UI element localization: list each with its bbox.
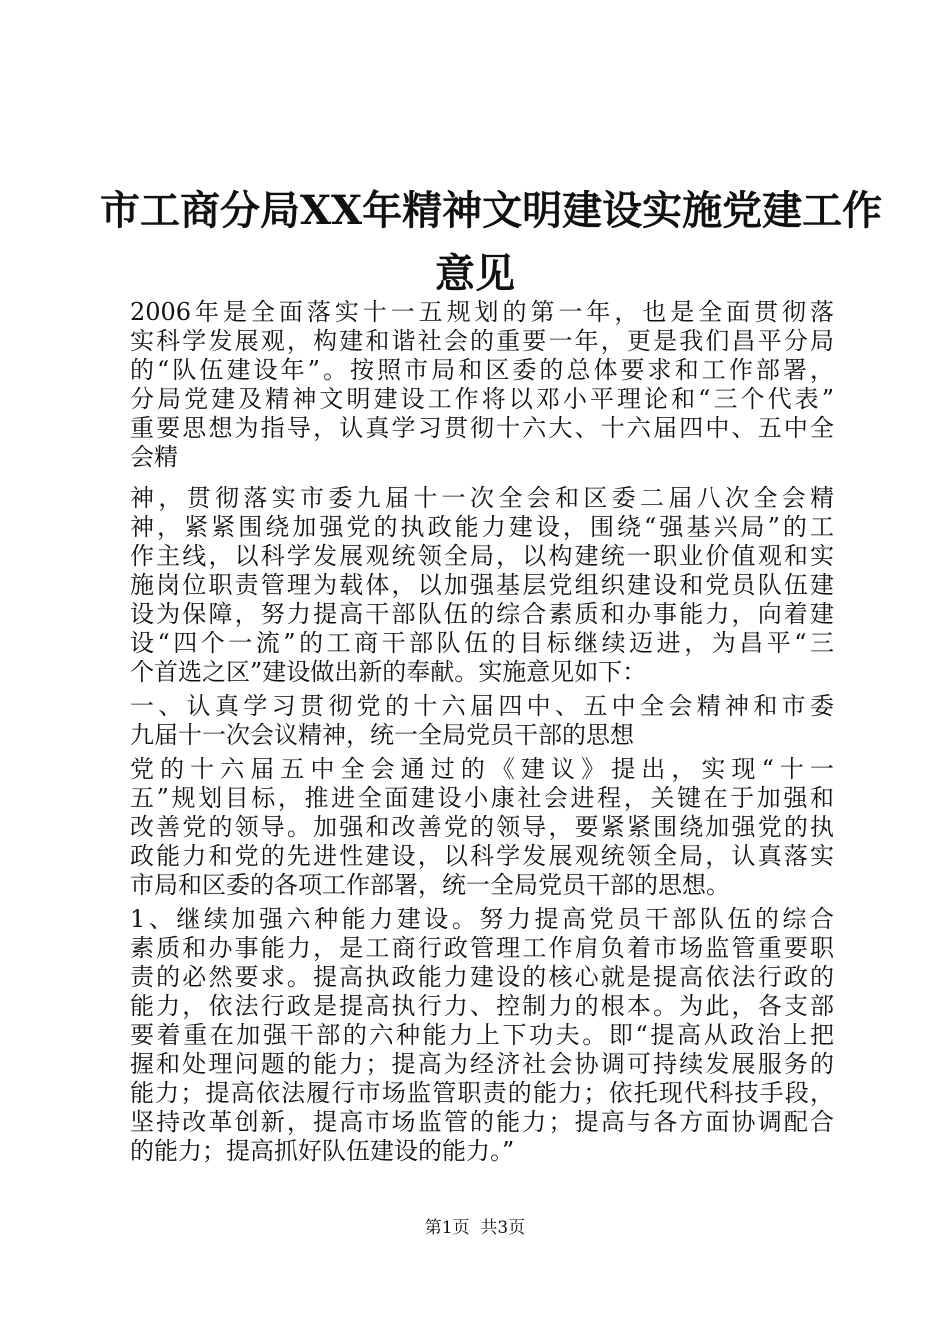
body-text-line: 2006年是全面落实十一五规划的第一年，也是全面贯彻落 <box>130 298 834 326</box>
body-text-line: 1、继续加强六种能力建设。努力提高党员干部队伍的综合 <box>130 905 834 933</box>
body-text-line: 神，紧紧围绕加强党的执政能力建设，围绕“强基兴局”的工 <box>130 513 834 541</box>
body-text-line: 的“队伍建设年”。按照市局和区委的总体要求和工作部署， <box>130 356 834 384</box>
body-text-line: 作主线，以科学发展观统领全局，以构建统一职业价值观和实 <box>130 542 834 570</box>
body-text-line: 党的十六届五中全会通过的《建议》提出，实现“十一 <box>130 755 834 783</box>
body-text-line: 个首选之区”建设做出新的奉献。实施意见如下： <box>130 658 647 686</box>
document-title-line-2: 意见 <box>435 250 515 297</box>
body-text-line: 设“四个一流”的工商干部队伍的目标继续迈进，为昌平“三 <box>130 629 834 657</box>
body-text-line: 设为保障，努力提高干部队伍的综合素质和办事能力，向着建 <box>130 600 834 628</box>
body-text-line: 五”规划目标，推进全面建设小康社会进程，关键在于加强和 <box>130 784 834 812</box>
body-text-line: 市局和区委的各项工作部署，统一全局党员干部的思想。 <box>130 871 730 899</box>
body-text-line: 一、认真学习贯彻党的十六届四中、五中全会精神和市委 <box>130 692 834 720</box>
body-text-line: 责的必然要求。提高执政能力建设的核心就是提高依法行政的 <box>130 963 834 991</box>
body-text-line: 会精 <box>130 443 178 471</box>
body-text-line: 的能力；提高抓好队伍建设的能力。” <box>130 1137 515 1165</box>
body-text-line: 实科学发展观，构建和谐社会的重要一年，更是我们昌平分局 <box>130 327 834 355</box>
body-text-line: 分局党建及精神文明建设工作将以邓小平理论和“三个代表” <box>130 385 834 413</box>
body-text-line: 重要思想为指导，认真学习贯彻十六大、十六届四中、五中全 <box>130 414 834 442</box>
body-text-line: 神，贯彻落实市委九届十一次全会和区委二届八次全会精 <box>130 484 834 512</box>
body-text-line: 素质和办事能力，是工商行政管理工作肩负着市场监管重要职 <box>130 934 834 962</box>
body-text-line: 能力；提高依法履行市场监管职责的能力；依托现代科技手段， <box>130 1079 834 1107</box>
body-text-line: 九届十一次会议精神，统一全局党员干部的思想 <box>130 721 634 749</box>
body-text-line: 要着重在加强干部的六种能力上下功夫。即“提高从政治上把 <box>130 1021 834 1049</box>
body-text-line: 政能力和党的先进性建设，以科学发展观统领全局，认真落实 <box>130 842 834 870</box>
body-text-line: 坚持改革创新，提高市场监管的能力；提高与各方面协调配合 <box>130 1108 834 1136</box>
body-text-line: 改善党的领导。加强和改善党的领导，要紧紧围绕加强党的执 <box>130 813 834 841</box>
body-text-line: 握和处理问题的能力；提高为经济社会协调可持续发展服务的 <box>130 1050 834 1078</box>
page-footer: 第1页 共3页 <box>424 1218 526 1238</box>
body-text-line: 能力，依法行政是提高执行力、控制力的根本。为此，各支部 <box>130 992 834 1020</box>
document-title-line-1: 市工商分局XX年精神文明建设实施党建工作 <box>100 187 883 234</box>
body-text-line: 施岗位职责管理为载体，以加强基层党组织建设和党员队伍建 <box>130 571 834 599</box>
